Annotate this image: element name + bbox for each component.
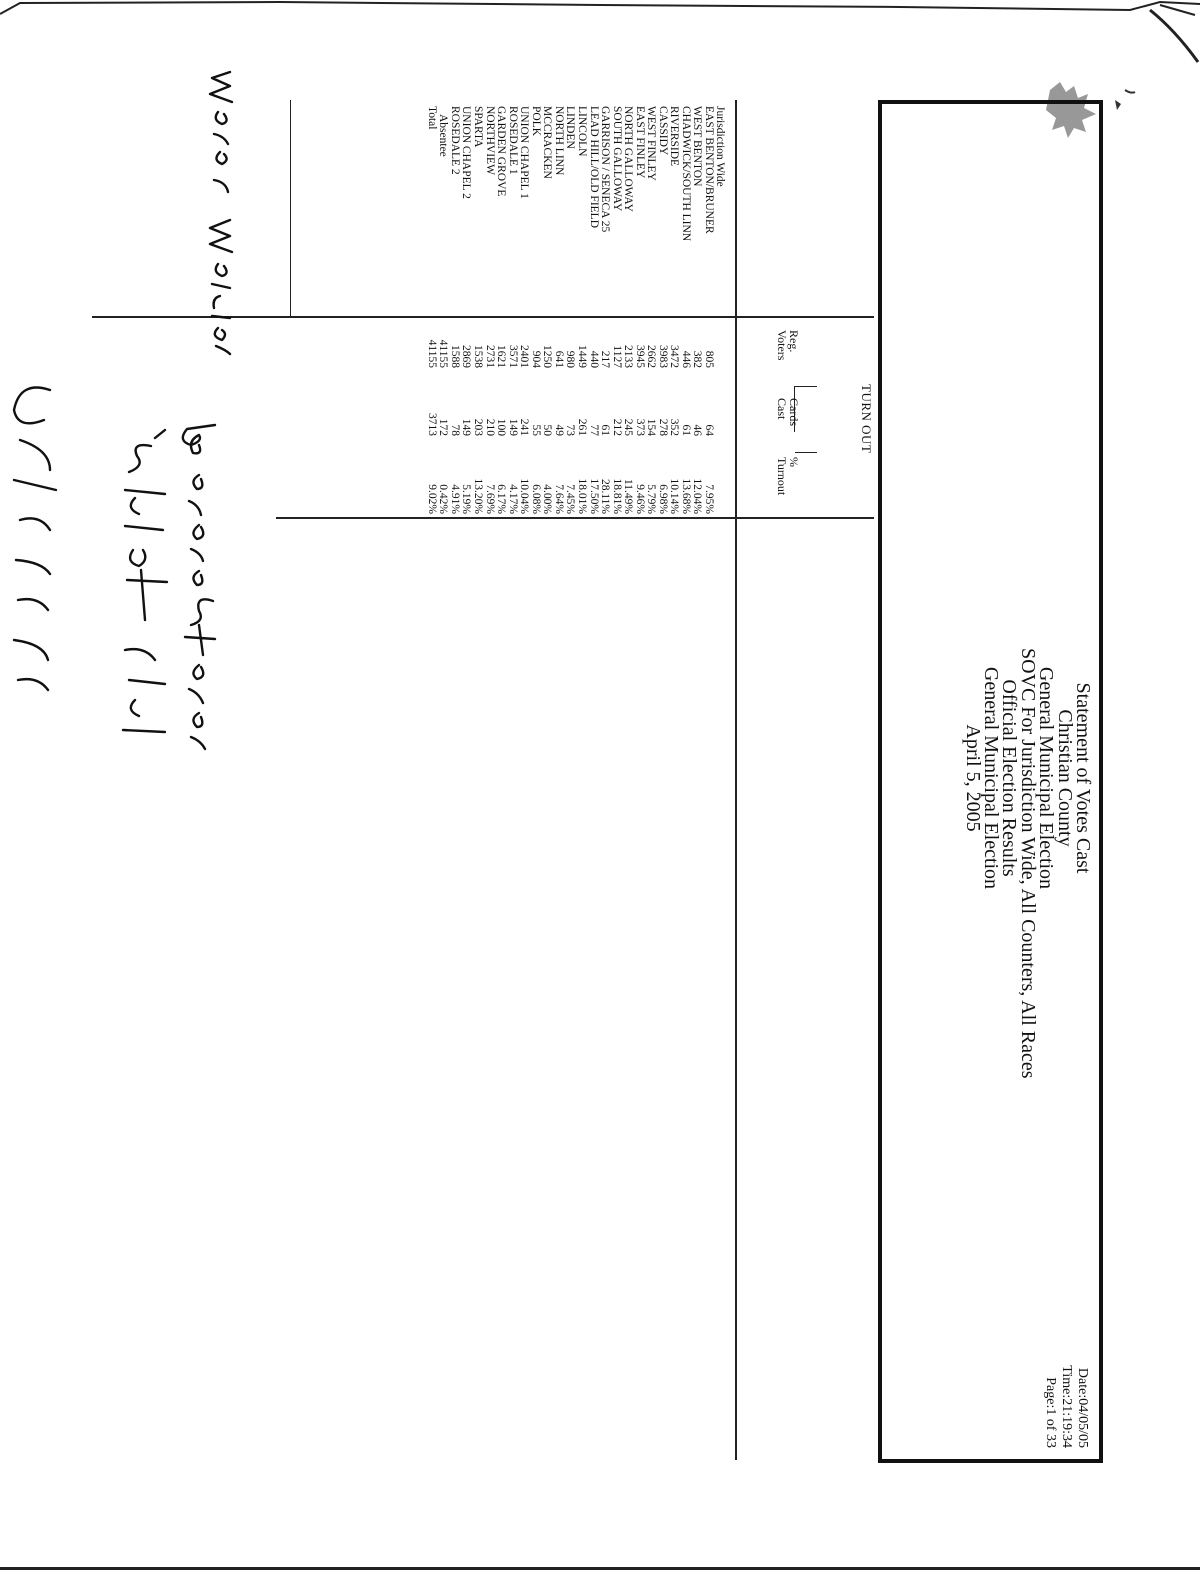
reg-voters-value: 980 [564, 350, 577, 368]
pct-turnout-value: 12.04% [691, 478, 704, 514]
reg-voters-value: 2401 [518, 345, 531, 368]
pct-turnout-value: 7.69% [483, 484, 496, 514]
precinct-name: Total [425, 106, 438, 130]
pct-turnout-value: 6.17% [495, 484, 508, 514]
cards-cast-value: 50 [541, 424, 554, 436]
reg-voters-value: 382 [691, 350, 704, 368]
precinct-name: SPARTA [472, 106, 484, 148]
column-header-cards-cast: Cards Cast [775, 398, 801, 426]
pct-turnout-value: 10.14% [668, 478, 681, 514]
reg-voters-value: 3983 [656, 345, 669, 368]
pct-turnout-value: 17.50% [587, 478, 600, 514]
signature-initials [0, 370, 70, 710]
column-header-reg-voters: Reg. Voters [775, 330, 801, 361]
table-row [610, 106, 621, 516]
signature-marian-matthews [200, 60, 245, 360]
pct-turnout-value: 5.19% [460, 484, 473, 514]
precinct-name: SOUTH GALLOWAY [610, 106, 623, 212]
table-row [495, 106, 506, 516]
precinct-name: EAST FINLEY [633, 106, 646, 179]
table-row [460, 106, 471, 516]
precinct-name: MCCRACKEN [541, 106, 554, 179]
pct-turnout-value: 4.91% [448, 484, 461, 514]
table-row [472, 106, 483, 516]
scan-edge-top [0, 0, 1200, 20]
cards-cast-value: 49 [552, 424, 565, 436]
reg-voters-value: 1588 [448, 345, 461, 368]
precinct-name: LINCOLN [575, 106, 588, 157]
title-line: April 5, 2005 [961, 724, 984, 832]
cards-cast-value: 64 [703, 424, 715, 436]
precinct-name: RIVERSIDE [668, 106, 681, 167]
reg-voters-value: 2133 [622, 345, 635, 368]
title-line: General Municipal Election [1035, 666, 1058, 890]
pct-turnout-value: 18.01% [575, 478, 588, 514]
precinct-name: CHADWICK/SOUTH LINN [679, 106, 692, 242]
cards-cast-value: 210 [483, 418, 496, 436]
cards-cast-value: 212 [610, 418, 623, 436]
table-row [703, 106, 714, 516]
precinct-name: WEST BENTON [691, 106, 704, 187]
precinct-name: CASSIDY [656, 106, 669, 156]
table-row [529, 106, 540, 516]
title-line: SOVC For Jurisdiction Wide, All Counters, All Races [1016, 648, 1039, 1079]
cards-cast-value: 203 [472, 418, 484, 436]
reg-voters-value: 41155 [437, 339, 450, 368]
reg-voters-value: 641 [552, 350, 565, 368]
reg-voters-value: 2869 [460, 345, 473, 368]
column-header-pct-turnout: % Turnout [775, 457, 801, 496]
report-meta [1042, 1300, 1090, 1448]
reg-voters-value: 805 [703, 350, 715, 368]
precinct-name: ROSEDALE 2 [448, 106, 461, 175]
reg-voters-value: 1621 [495, 345, 508, 368]
cards-cast-value: 241 [518, 418, 531, 436]
report-date: Date:04/05/05 [1075, 1367, 1090, 1448]
cards-cast-value: 100 [495, 418, 508, 436]
pct-turnout-value: 11.49% [622, 478, 635, 514]
precinct-name: LINDEN [564, 106, 577, 149]
cards-cast-value: 352 [668, 418, 681, 436]
pct-turnout-value: 10.04% [518, 478, 531, 514]
cards-cast-value: 149 [506, 418, 519, 436]
pct-turnout-value: 7.95% [703, 484, 715, 514]
table-row [437, 106, 448, 516]
pct-turnout-value: 0.42% [437, 484, 450, 514]
reg-voters-value: 3472 [668, 345, 681, 368]
precinct-name: GARRISON / SENECA 25 [599, 106, 612, 233]
pct-turnout-value: 4.17% [506, 484, 519, 514]
table-row [576, 106, 587, 516]
table-rule-vertical [735, 100, 737, 1460]
cards-cast-value: 73 [564, 424, 577, 436]
cards-cast-value: 55 [529, 424, 542, 436]
table-row [426, 106, 437, 516]
report-page: Page:1 of 33 [1043, 1377, 1058, 1448]
precinct-name: NORTHVIEW [483, 106, 496, 175]
table-rule-vertical [290, 100, 291, 316]
precinct-name: POLK [529, 106, 542, 137]
cards-cast-value: 3713 [425, 413, 438, 436]
table-row [657, 106, 668, 516]
reg-voters-value: 2662 [645, 345, 658, 368]
pct-turnout-value: 28.11% [599, 478, 612, 514]
table-row [518, 106, 529, 516]
pct-turnout-value: 13.20% [472, 478, 484, 514]
reg-voters-value: 3945 [633, 345, 646, 368]
turnout-heading: TURN OUT [859, 384, 874, 454]
table-row [691, 106, 702, 516]
table-row [483, 106, 494, 516]
pct-turnout-value: 6.08% [529, 484, 542, 514]
table-row [680, 106, 691, 516]
pct-turnout-value: 7.45% [564, 484, 577, 514]
precinct-name: NORTH LINN [552, 106, 565, 176]
title-line: Statement of Votes Cast [1072, 682, 1094, 874]
section-label: Jurisdiction Wide [714, 106, 726, 187]
reg-voters-value: 1250 [541, 345, 554, 368]
pct-turnout-value: 6.98% [656, 484, 669, 514]
pct-turnout-value: 9.02% [425, 484, 438, 514]
reg-voters-value: 440 [587, 350, 600, 368]
cards-cast-value: 278 [656, 418, 669, 436]
reg-voters-value: 904 [529, 350, 542, 368]
scan-edge-bottom [0, 1567, 1200, 1570]
cards-cast-value: 245 [622, 418, 635, 436]
pct-turnout-value: 7.64% [552, 484, 565, 514]
table-row [553, 106, 564, 516]
cards-cast-value: 46 [691, 424, 704, 436]
cards-cast-value: 261 [575, 418, 588, 436]
reg-voters-value: 1538 [472, 345, 484, 368]
cards-cast-value: 77 [587, 424, 600, 436]
table-row [599, 106, 610, 516]
reg-voters-value: 1449 [575, 345, 588, 368]
precinct-name: Absentee [437, 114, 450, 157]
precinct-name: LEAD HILL/OLD FIELD [587, 106, 600, 229]
title-line: Official Election Results [998, 679, 1021, 877]
cards-cast-value: 149 [460, 418, 473, 436]
cards-cast-value: 154 [645, 418, 658, 436]
precinct-name: ROSEDALE 1 [506, 106, 519, 175]
pct-turnout-value: 13.68% [679, 478, 692, 514]
cards-cast-value: 78 [448, 424, 461, 436]
pct-turnout-value: 5.79% [645, 484, 658, 514]
reg-voters-value: 3571 [506, 345, 519, 368]
table-row [506, 106, 517, 516]
precinct-name: UNION CHAPEL 2 [460, 106, 473, 199]
reg-voters-value: 2731 [483, 345, 496, 368]
title-line: General Municipal Election [979, 666, 1002, 890]
report-time: Time:21:19:34 [1059, 1365, 1074, 1448]
cards-cast-value: 61 [599, 424, 612, 436]
pct-turnout-value: 9.46% [633, 484, 646, 514]
signature-lynn-vest [105, 420, 185, 760]
precinct-name: GARDEN GROVE [495, 106, 508, 197]
cards-cast-value: 61 [679, 424, 692, 436]
reg-voters-value: 41155 [425, 339, 438, 368]
pct-turnout-value: 4.00% [541, 484, 554, 514]
reg-voters-value: 1127 [610, 345, 623, 368]
table-rule-short [795, 452, 817, 453]
report-title-block [961, 648, 1094, 1079]
pct-turnout-value: 18.81% [610, 478, 623, 514]
reg-voters-value: 217 [599, 350, 612, 368]
table-row [587, 106, 598, 516]
table-row [541, 106, 552, 516]
precinct-name: NORTH GALLOWAY [622, 106, 635, 212]
table-row [633, 106, 644, 516]
title-line: Christian County [1053, 709, 1076, 847]
table-row [645, 106, 656, 516]
table-row [449, 106, 460, 516]
table-row [668, 106, 679, 516]
reg-voters-value: 446 [679, 350, 692, 368]
cards-cast-value: 373 [633, 418, 646, 436]
precinct-name: EAST BENTON/BRUNER [703, 106, 715, 234]
precinct-name: WEST FINLEY [645, 106, 658, 181]
precinct-name: UNION CHAPEL 1 [518, 106, 531, 199]
table-row [564, 106, 575, 516]
cards-cast-value: 172 [437, 418, 450, 436]
table-rule-short [795, 386, 817, 387]
table-row [622, 106, 633, 516]
table-rule-horizontal [276, 517, 874, 519]
